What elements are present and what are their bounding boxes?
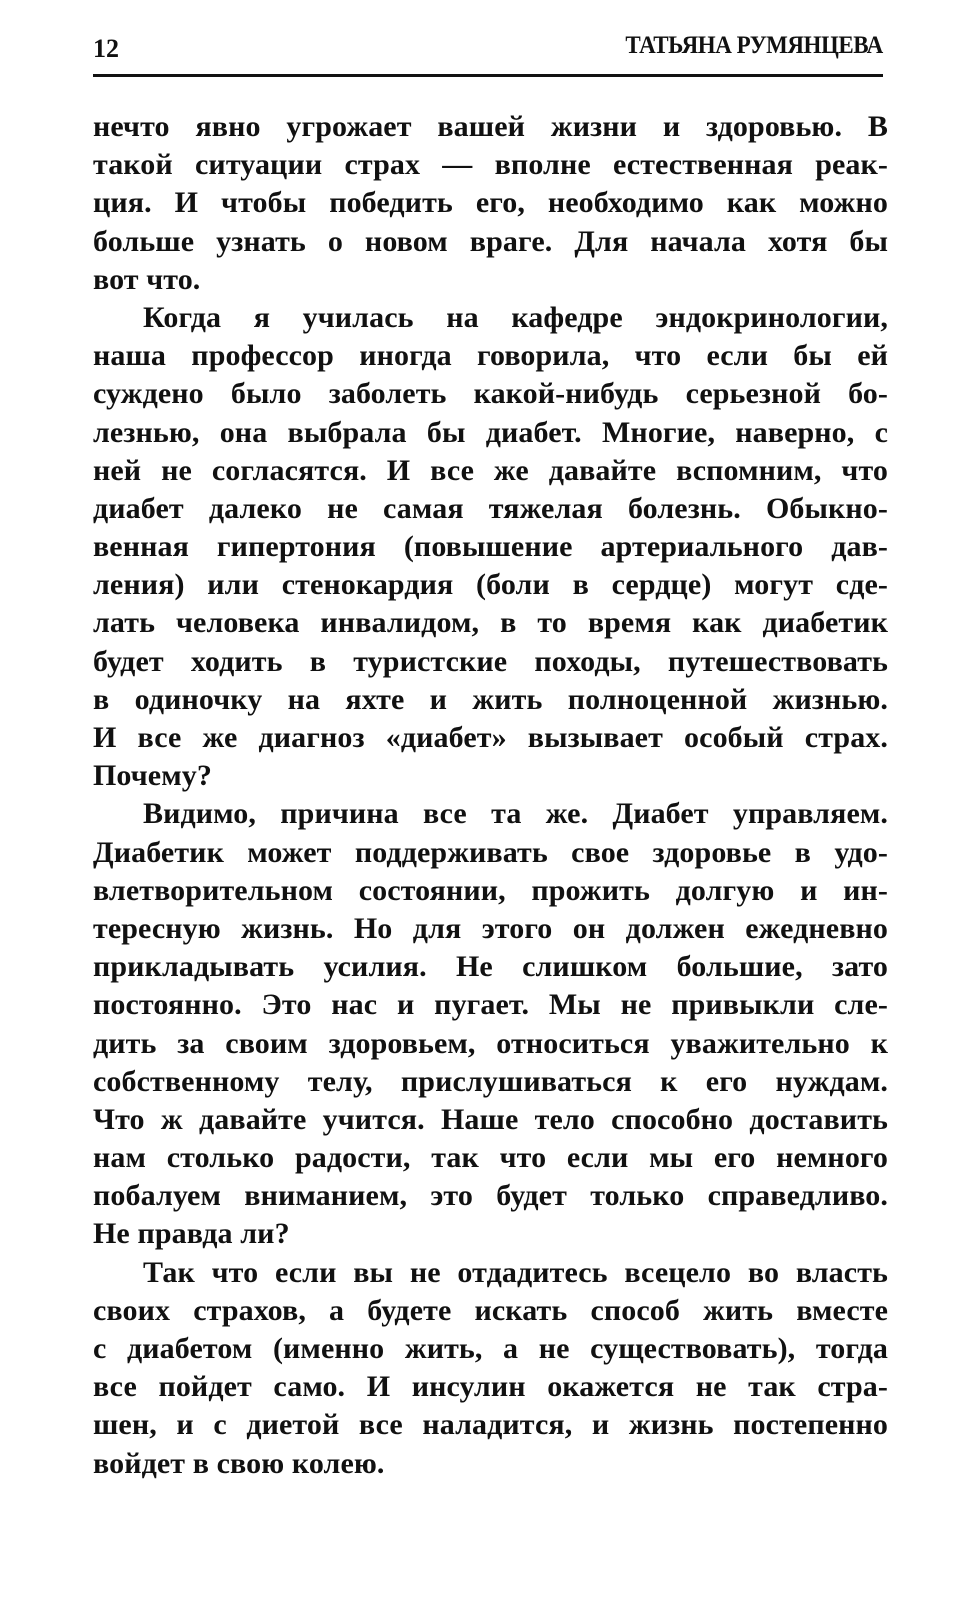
- text-line: нам столько радости, так что если мы его немного: [93, 1141, 888, 1175]
- text-line: будет ходить в туристские походы, путешествовать: [93, 644, 888, 678]
- text-line: такой ситуации страх — вполне естественная реак-: [93, 148, 888, 182]
- text-line: прикладывать усилия. Не слишком большие, зато: [93, 950, 888, 984]
- text-line: с диабетом (именно жить, а не существовать), тогда: [93, 1332, 888, 1365]
- text-line: влетворительном состоянии, прожить долгую и ин-: [93, 873, 888, 907]
- text-line: ция. И чтобы победить его, необходимо как можно: [93, 186, 888, 220]
- text-line: суждено было заболеть какой-нибудь серьезной бо-: [93, 377, 888, 411]
- text-line: наша профессор иногда говорила, что если бы ей: [93, 339, 888, 373]
- text-line: венная гипертония (повышение артериального дав-: [93, 530, 888, 564]
- text-line: постоянно. Это нас и пугает. Мы не привыкли сле-: [93, 988, 888, 1022]
- paragraph: [93, 108, 888, 299]
- text-line: больше узнать о новом враге. Для начала хотя бы: [93, 224, 888, 258]
- text-line: ней не согласятся. И все же давайте вспомним, что: [93, 453, 888, 487]
- body-text: [93, 108, 888, 1483]
- text-line: шен, и с диетой все наладится, и жизнь постепенно: [93, 1408, 888, 1442]
- text-line: Не правда ли?: [93, 1217, 290, 1251]
- text-line: Когда я училась на кафедре эндокринологии,: [143, 300, 888, 334]
- text-line: все пойдет само. И инсулин окажется не так стра-: [93, 1370, 888, 1404]
- paragraph: [93, 795, 888, 1253]
- header-rule: [93, 74, 883, 77]
- text-line: побалуем вниманием, это будет только справедливо.: [93, 1179, 888, 1213]
- text-line: собственному телу, прислушиваться к его нуждам.: [93, 1064, 888, 1098]
- text-line: Почему?: [93, 759, 212, 793]
- text-line: лать человека инвалидом, в то время как диабетик: [93, 606, 888, 640]
- text-line: Диабетик может поддерживать свое здоровье в удо-: [93, 835, 888, 869]
- text-line: вот что.: [93, 262, 201, 296]
- text-line: И все же диагноз «диабет» вызывает особый страх.: [93, 721, 888, 754]
- page-number: 12: [93, 34, 119, 63]
- text-line: лезнью, она выбрала бы диабет. Многие, наверно, с: [93, 415, 888, 449]
- text-line: войдет в свою колею.: [93, 1446, 385, 1480]
- text-line: диабет далеко не самая тяжелая болезнь. Обыкно-: [93, 491, 888, 525]
- running-head: [93, 26, 883, 74]
- text-line: Что ж давайте учится. Наше тело способно доставить: [93, 1102, 888, 1136]
- author-name: ТАТЬЯНА РУМЯНЦЕВА: [625, 32, 883, 59]
- paragraph: [93, 299, 888, 795]
- text-line: нечто явно угрожает вашей жизни и здоровью. В: [93, 110, 888, 143]
- text-line: дить за своим здоровьем, относиться уважительно к: [93, 1026, 888, 1060]
- paragraph: [93, 1254, 888, 1483]
- text-line: Видимо, причина все та же. Диабет управляем.: [143, 797, 888, 831]
- text-line: ления) или стенокардия (боли в сердце) могут сде-: [93, 568, 888, 602]
- text-line: Так что если вы не отдадитесь всецело во власть: [143, 1255, 888, 1289]
- text-line: в одиночку на яхте и жить полноценной жизнью.: [93, 682, 888, 716]
- text-line: своих страхов, а будете искать способ жить вместе: [93, 1293, 888, 1327]
- text-line: тересную жизнь. Но для этого он должен ежедневно: [93, 911, 888, 945]
